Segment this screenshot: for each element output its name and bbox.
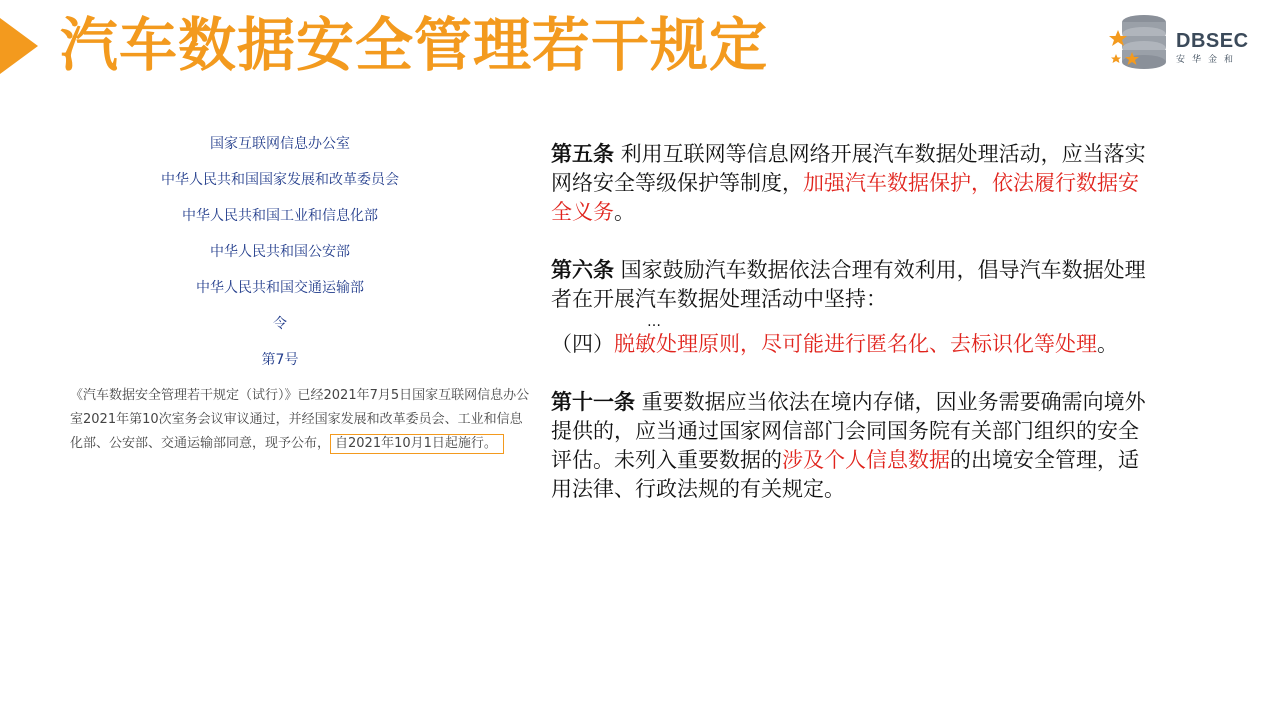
logo-name: DBSEC	[1176, 30, 1249, 52]
article-5-text: 利用互联网等信息网络开展汽车数据处理活动，应当落实网络安全等级保护等制度，	[551, 142, 1146, 195]
article-11-heading: 第十一条	[551, 390, 635, 414]
article-5-end: 。	[614, 200, 635, 224]
issuer-line: 国家互联网信息办公室	[210, 136, 350, 152]
issuer-line: 中华人民共和国交通运输部	[196, 280, 364, 296]
article-6-item-number: （四）	[551, 332, 614, 356]
article-11	[551, 388, 1151, 504]
article-11-end: 的出境安全管理，适用法律、行政法规的有关规定。	[551, 448, 1139, 501]
article-11-text: 重要数据应当依法在境内存储，因业务需要确需向境外提供的，应当通过国家网信部门会同国务院有关部门组织的安全评估。未列入重要数据的	[551, 390, 1146, 472]
dbsec-logo	[1104, 12, 1254, 74]
title-arrow-marker	[0, 18, 38, 74]
article-5-highlight: 加强汽车数据保护，依法履行数据安全义务	[551, 171, 1139, 224]
effective-date-highlight: 自2021年10月1日起施行。	[330, 434, 504, 454]
decree-body-text: 《汽车数据安全管理若干规定（试行）》已经2021年7月5日国家互联网信息办公室2021年第10次室务会议审议通过，并经国家发展和改革委员会、工业和信息化部、公安部、交通运输部同意，现予公布，	[70, 388, 530, 451]
database-stars-icon	[1104, 12, 1174, 74]
article-5	[551, 140, 1151, 227]
logo-subtitle: 安华金和	[1176, 55, 1241, 65]
article-11-highlight: 涉及个人信息数据	[782, 448, 950, 472]
issuer-line: 中华人民共和国国家发展和改革委员会	[161, 172, 399, 188]
article-6-item-end: 。	[1097, 332, 1118, 356]
article-6	[551, 256, 1151, 314]
article-6-item-4	[551, 330, 1151, 359]
article-6-heading: 第六条	[551, 258, 614, 282]
order-number: 第7号	[261, 352, 299, 368]
article-6-text: 国家鼓励汽车数据依法合理有效利用，倡导汽车数据处理者在开展汽车数据处理活动中坚持：	[551, 258, 1146, 311]
article-excerpts	[551, 140, 1151, 504]
article-6-ellipsis: …	[647, 314, 661, 330]
decree-body	[70, 384, 530, 456]
article-6-item-highlight: 脱敏处理原则，尽可能进行匿名化、去标识化等处理	[614, 332, 1097, 356]
issuer-line: 中华人民共和国公安部	[210, 244, 350, 260]
issuer-line: 中华人民共和国工业和信息化部	[182, 208, 378, 224]
order-word: 令	[273, 316, 287, 332]
page-title: 汽车数据安全管理若干规定	[60, 11, 769, 79]
article-5-heading: 第五条	[551, 142, 614, 166]
